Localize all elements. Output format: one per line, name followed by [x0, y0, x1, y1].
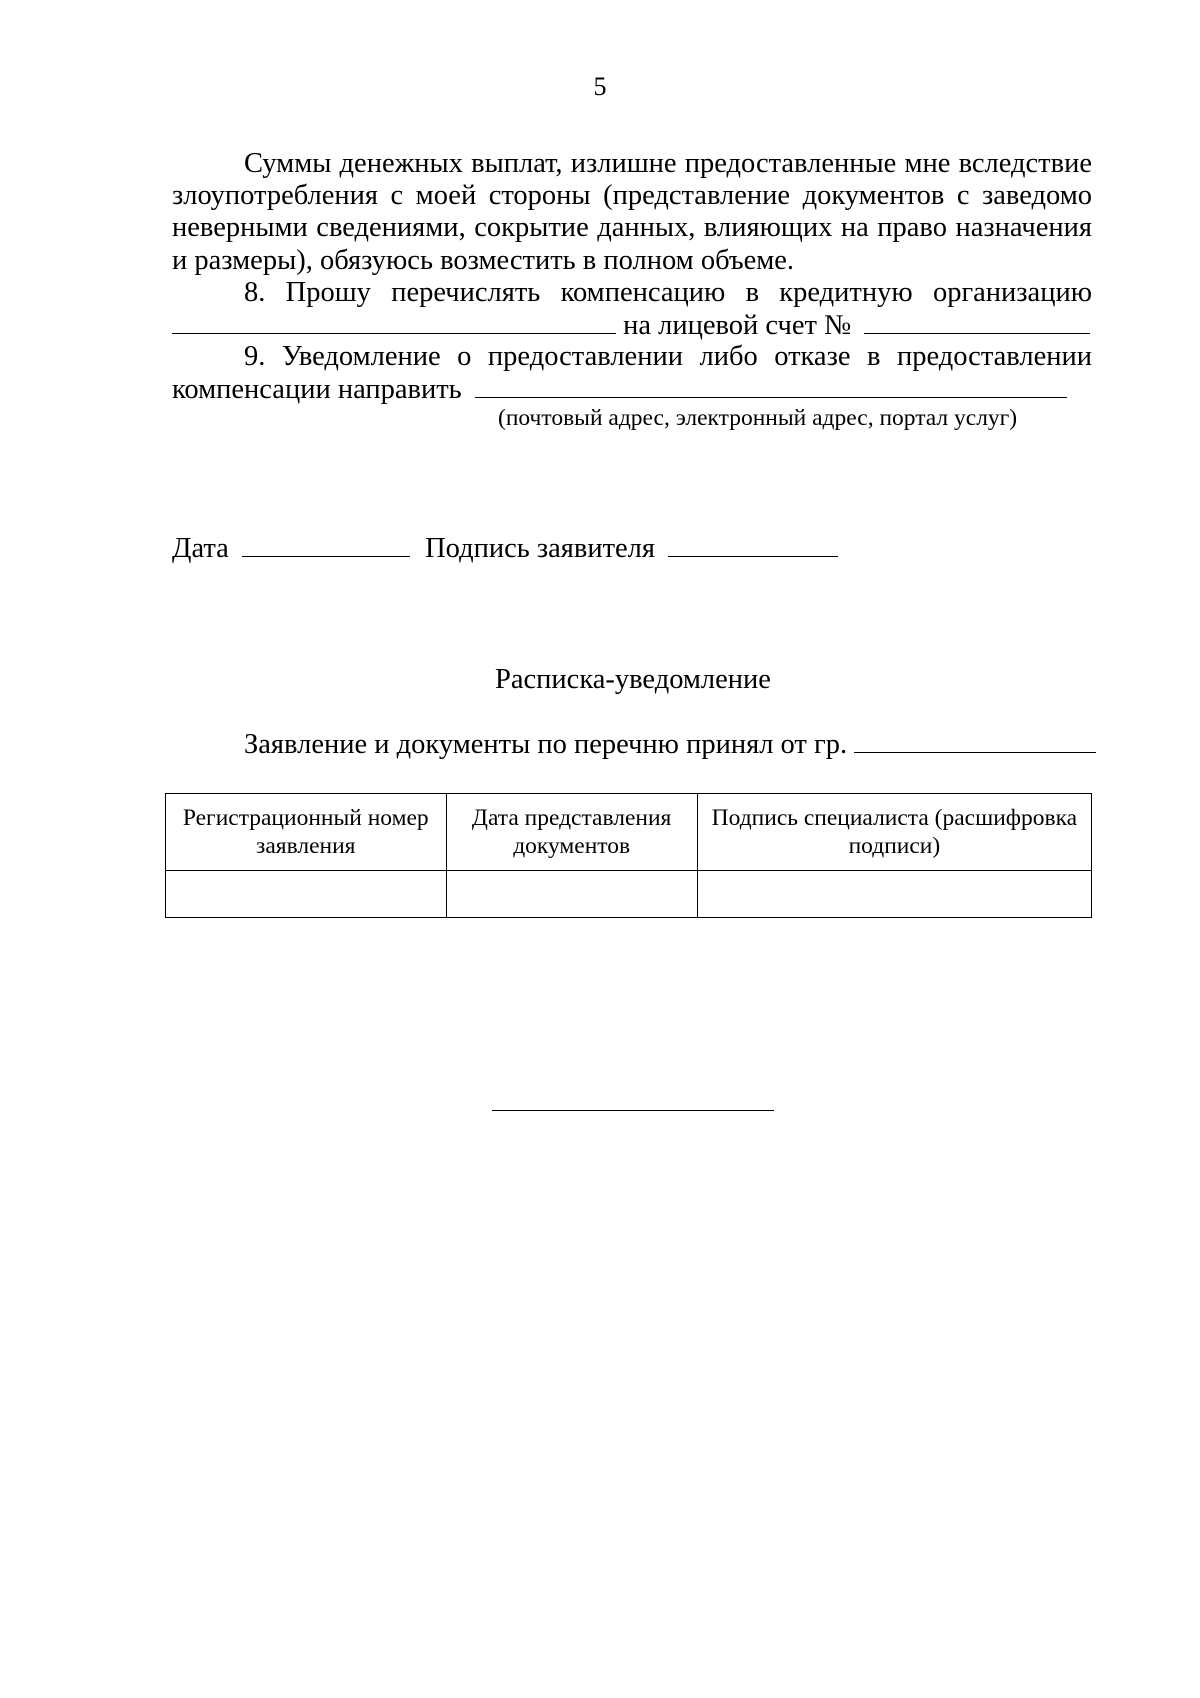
paragraph-line: 9. Уведомление о предоставлении либо отказе в предоставлении [244, 341, 1092, 372]
header-specialist-signature: Подпись специалиста (расшифровка подписи) [697, 794, 1091, 871]
date-field[interactable] [242, 532, 410, 557]
receipt-accepted-label: Заявление и документы по перечню принял от гр. [244, 729, 848, 760]
applicant-signature-label: Подпись заявителя [425, 533, 656, 564]
date-signature-line [172, 532, 838, 565]
registration-number-cell[interactable] [166, 871, 447, 918]
header-registration-number: Регистрационный номер заявления [166, 794, 447, 871]
specialist-signature-cell[interactable] [697, 871, 1091, 918]
item-9-paragraph [172, 341, 1092, 406]
notification-address-field[interactable] [475, 373, 1067, 398]
item-8-paragraph [172, 277, 1092, 342]
paragraph-line: и размеры), обязуюсь возместить в полном объеме. [172, 244, 795, 276]
receipt-table-header-row [166, 794, 1092, 871]
account-number-field[interactable] [864, 309, 1090, 334]
paragraph-line: 8. Прошу перечислять компенсацию в кредитную организацию [244, 277, 1092, 308]
receipt-accepted-line [244, 728, 1096, 761]
header-submission-date: Дата представления документов [446, 794, 697, 871]
overpayment-paragraph [172, 148, 1092, 277]
paragraph-line: злоупотребления с моей стороны (представление документов с заведомо [172, 180, 1092, 212]
receipt-table [165, 793, 1092, 918]
submission-date-cell[interactable] [446, 871, 697, 918]
bank-organization-field[interactable] [172, 309, 616, 334]
account-label: на лицевой счет № [623, 310, 852, 342]
account-line [172, 309, 1092, 342]
paragraph-line: Суммы денежных выплат, излишне предоставленные мне вследствие [244, 148, 1092, 179]
receipt-title: Расписка-уведомление [495, 664, 771, 695]
page-number: 5 [593, 72, 607, 101]
notification-label: компенсации направить [172, 374, 462, 406]
end-of-document-rule [492, 1110, 774, 1111]
applicant-signature-field[interactable] [668, 532, 838, 557]
citizen-name-field[interactable] [854, 728, 1096, 753]
notification-line [172, 373, 1092, 406]
table-row [166, 871, 1092, 918]
notification-address-caption: (почтовый адрес, электронный адрес, портал услуг) [498, 405, 1018, 431]
date-label: Дата [172, 533, 229, 564]
paragraph-line: неверными сведениями, сокрытие данных, влияющих на право назначения [172, 212, 1092, 244]
